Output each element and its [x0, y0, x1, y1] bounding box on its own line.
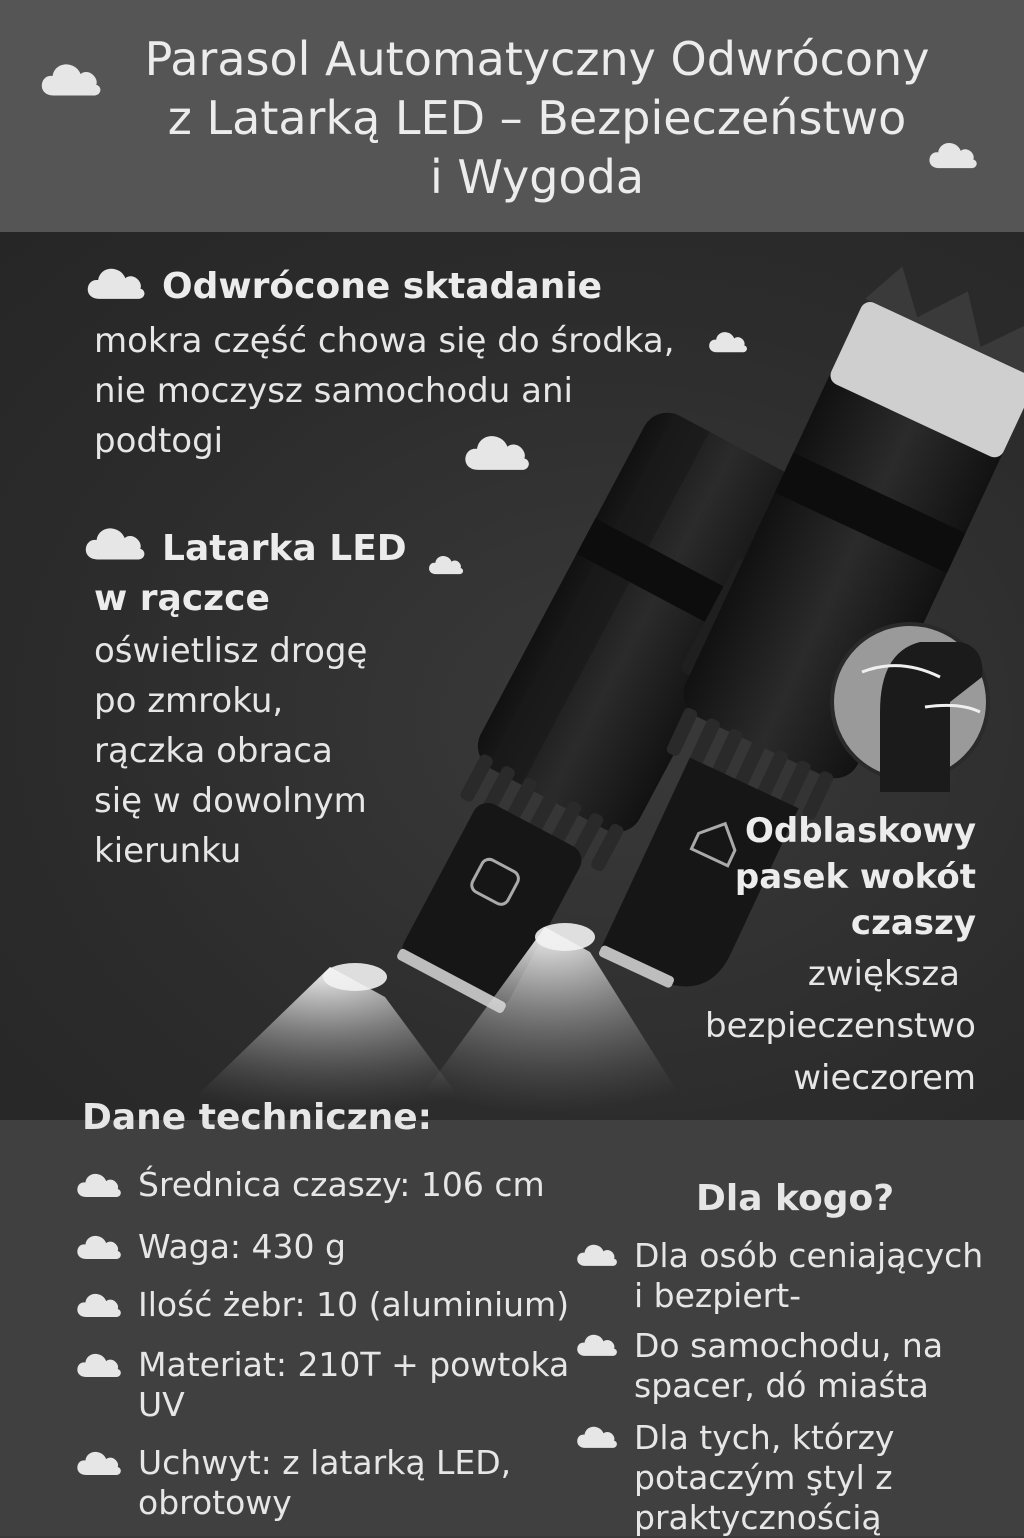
specs-heading: Dane techniczne: [82, 1097, 433, 1138]
desc-line: kierunku [94, 831, 242, 871]
spec-text [138, 1165, 598, 1205]
header-banner [0, 0, 1024, 232]
desc-line: po zmroku, [94, 681, 284, 721]
desc-line: oświetlisz drogę [94, 631, 368, 671]
feature-reflective-title [700, 808, 976, 946]
feature-reflective-desc [680, 948, 976, 1104]
spec-text [138, 1345, 598, 1425]
cloud-icon [76, 1169, 122, 1199]
audience-line: Dla tych, którzy [634, 1418, 895, 1457]
desc-line: zwiększa [807, 954, 960, 994]
spec-line: Uchwyt: z latarką LED, [138, 1443, 512, 1482]
spec-line: obrotowy [138, 1483, 292, 1522]
audience-line: praktycznością [634, 1498, 882, 1537]
feature-led-desc [94, 626, 414, 876]
audience-line: spacer, dó miaśta [634, 1366, 929, 1405]
spec-line: Waga: 430 g [138, 1227, 346, 1266]
feature-folding-desc [94, 316, 734, 466]
feature-led-title-line1: Latarka LED [162, 528, 407, 569]
product-hero [0, 232, 1024, 1120]
audience-heading: Dla kogo? [696, 1178, 895, 1219]
feature-led-title-line2: w rączce [94, 578, 270, 619]
feature-folding-title: Odwrócone sktadanie [162, 266, 603, 307]
desc-line: nie moczysz samochodu ani [94, 371, 573, 411]
audience-line: i bezpiert- [634, 1276, 802, 1315]
cloud-icon [576, 1240, 618, 1268]
audience-line: Do samochodu, na [634, 1326, 944, 1365]
desc-line: podtogi [94, 421, 224, 461]
cloud-icon [76, 1447, 122, 1477]
desc-line: się w dowolnym [94, 781, 367, 821]
desc-line: wieczorem [793, 1058, 976, 1098]
spec-line: Ilość żebr: 10 (aluminium) [138, 1285, 570, 1324]
audience-text [634, 1326, 1014, 1406]
spec-line: Materiat: 210T + powtoka [138, 1345, 570, 1384]
cloud-icon [576, 1330, 618, 1358]
feature-reflective-title-line: czaszy [850, 903, 976, 943]
spec-text [138, 1285, 598, 1325]
desc-line: rączka obraca [94, 731, 333, 771]
cloud-icon [576, 1422, 618, 1450]
feature-led-title [94, 524, 454, 624]
title-line: z Latarką LED – Bezpieczeństwo [167, 91, 907, 145]
audience-line: Dla osób ceniających [634, 1236, 984, 1275]
title-line: Parasol Automatyczny Odwrócony [144, 32, 930, 86]
cloud-icon [76, 1349, 122, 1379]
cloud-icon [76, 1231, 122, 1261]
spec-text [138, 1443, 598, 1523]
title-line: i Wygoda [429, 150, 645, 204]
audience-text [634, 1236, 1014, 1316]
audience-text [634, 1418, 1014, 1538]
audience-line: potaczým ştyl z [634, 1458, 893, 1497]
desc-line: mokra część chowa się do środka, [94, 321, 675, 361]
spec-line: Średnica czaszy: 106 cm [138, 1165, 545, 1204]
cloud-icon [76, 1289, 122, 1319]
feature-reflective-title-line: pasek wokót [734, 857, 976, 897]
cloud-icon [86, 262, 146, 302]
spec-text [138, 1227, 598, 1267]
spec-line: UV [138, 1385, 185, 1424]
feature-reflective-title-line: Odblaskowy [744, 811, 976, 851]
page-title [80, 30, 994, 207]
desc-line: bezpieczenstwo [705, 1006, 976, 1046]
